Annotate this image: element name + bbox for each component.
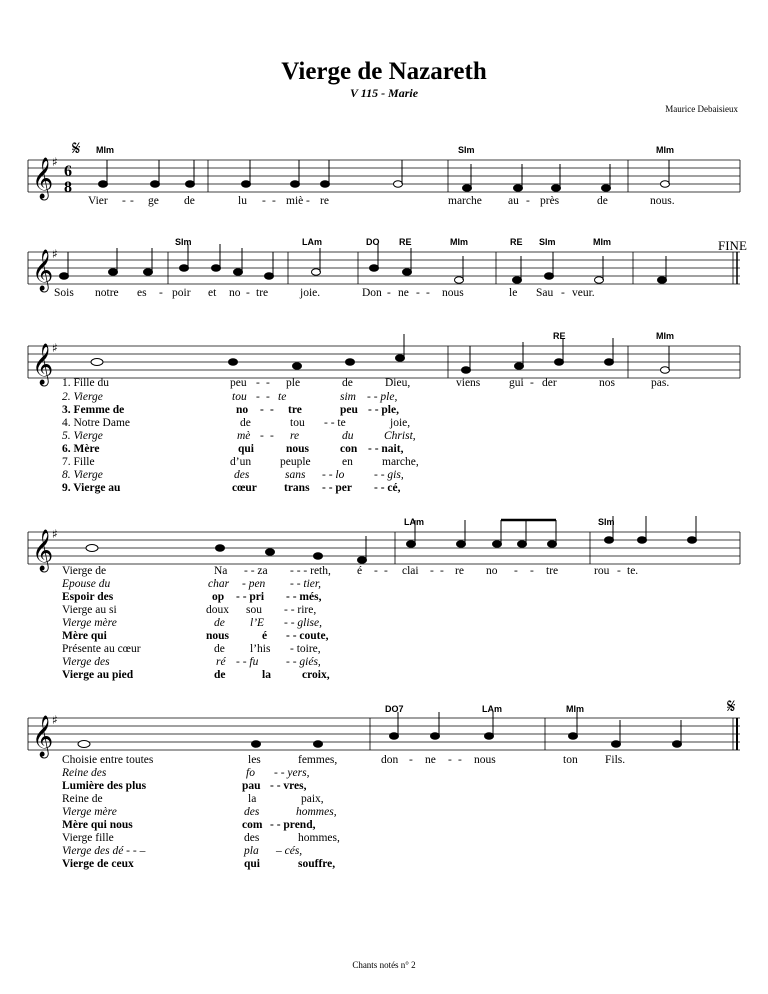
lyric: nous.: [650, 195, 675, 207]
verse-word: -: [270, 430, 274, 442]
staff-5: [28, 718, 740, 750]
page-footer: Chants notés n° 2: [352, 960, 416, 970]
lyric: don: [381, 754, 399, 766]
lyric: -: [122, 195, 126, 207]
lyric: -: [561, 287, 565, 299]
lyric: -: [430, 565, 434, 577]
verse-word: d’un: [230, 456, 252, 468]
verse-word: -: [266, 391, 270, 403]
lyric: clai: [402, 565, 419, 577]
verse-word: - - yers,: [274, 767, 310, 779]
verse-word: -: [266, 377, 270, 389]
chord: LAm: [404, 517, 424, 527]
verse-word: -: [256, 391, 260, 403]
verse-word: doux: [206, 604, 229, 616]
verse-word: - - coute,: [286, 630, 329, 642]
verse-word: no: [236, 404, 249, 416]
verse-word: nous: [206, 630, 230, 642]
chord: LAm: [482, 704, 502, 714]
verse-word: peu: [230, 377, 247, 389]
song-title: Vierge de Nazareth: [281, 58, 487, 85]
verse-word: te: [278, 391, 287, 403]
fine-marker: FINE: [718, 238, 747, 253]
chord: MIm: [450, 237, 468, 247]
verse-word: - - lo: [322, 469, 345, 481]
verse-lead: Vierge fille: [62, 832, 114, 844]
chord: RE: [399, 237, 412, 247]
sharp-4: ♯: [52, 527, 58, 541]
verse-lead: Vierge des: [62, 656, 110, 668]
verse-word: pla: [244, 845, 259, 857]
verse-word: -: [260, 430, 264, 442]
verse-5-lead: 5. Vierge: [62, 430, 103, 442]
lyric: -: [448, 754, 452, 766]
verse-word: femmes,: [298, 754, 338, 766]
lyric: nous: [474, 754, 496, 766]
verse-4-lead: 4. Notre Dame: [62, 417, 131, 429]
lyric: Don: [362, 287, 382, 299]
verse-word: la: [262, 669, 271, 681]
verse-word: con: [340, 443, 358, 455]
treble-clef-1: 𝄞: [32, 158, 54, 199]
staff-1: [28, 160, 740, 192]
lyric: -: [262, 195, 266, 207]
chord: SIm: [175, 237, 192, 247]
verse-word: qui: [244, 858, 260, 870]
chord: SIm: [539, 237, 556, 247]
lyric: lu: [238, 195, 247, 207]
verse-word: hommes,: [298, 832, 340, 844]
verse-9-lead: 9. Vierge au: [62, 482, 121, 494]
lyric: no: [486, 565, 498, 577]
verse-lead: Présente au cœur: [62, 643, 141, 655]
sharp-2: ♯: [52, 247, 58, 261]
verse-word: - - - reth,: [290, 565, 331, 577]
lyric: re: [455, 565, 464, 577]
verse-2-lead: 2. Vierge: [62, 391, 103, 403]
verse-word: des: [244, 806, 260, 818]
treble-clef-3: 𝄞: [32, 344, 54, 385]
verse-word: - - vres,: [270, 780, 307, 792]
verse-word: - - cé,: [374, 482, 401, 494]
verse-word: la: [248, 793, 257, 805]
lyric: au: [508, 195, 519, 207]
lyric: -: [159, 287, 163, 299]
verse-word: - - za: [244, 565, 268, 577]
verse-word: de: [240, 417, 251, 429]
lyric: -: [514, 565, 518, 577]
staff-2: [28, 252, 740, 284]
verse-word: - toire,: [290, 643, 321, 655]
chord: RE: [553, 331, 566, 341]
verse-word: l’his: [250, 643, 271, 655]
verse-word: ré: [216, 656, 226, 668]
lyric: Sau: [536, 287, 554, 299]
treble-clef-4: 𝄞: [32, 530, 54, 571]
verse-word: de: [214, 643, 225, 655]
lyric: -: [458, 754, 462, 766]
chord: LAm: [302, 237, 322, 247]
chord: MIm: [96, 145, 114, 155]
verse-word: trans: [284, 482, 310, 494]
lyric: viens: [456, 377, 481, 389]
verse-word: - - glise,: [284, 617, 323, 629]
verse-word: Dieu,: [385, 377, 411, 389]
verse-word: du: [342, 430, 354, 442]
verse-6-lead: 6. Mère: [62, 443, 100, 455]
lyric: de: [184, 195, 195, 207]
verse-word: croix,: [302, 669, 330, 681]
verse-word: tre: [288, 404, 302, 416]
sharp-3: ♯: [52, 341, 58, 355]
lyric: et: [208, 287, 217, 299]
verse-word: fo: [246, 767, 255, 779]
lyric: é: [357, 565, 363, 577]
verse-word: -: [270, 404, 274, 416]
treble-clef-2: 𝄞: [32, 250, 54, 291]
verse-word: - - rire,: [284, 604, 317, 616]
lyric: -: [384, 565, 388, 577]
verse-word: re: [290, 430, 300, 442]
lyric: tre: [546, 565, 559, 577]
lyric: -: [440, 565, 444, 577]
lyric: ton: [563, 754, 578, 766]
verse-word: Christ,: [384, 430, 416, 442]
verse-lead: Reine de: [62, 793, 103, 805]
verse-word: les: [248, 754, 261, 766]
lyric: notre: [95, 287, 119, 299]
lyric: -: [130, 195, 134, 207]
notes-staff-2: [60, 244, 667, 283]
verse-lead: Choisie entre toutes: [62, 754, 154, 766]
verse-word: ple: [286, 377, 301, 389]
verse-word: nous: [286, 443, 310, 455]
lyric: rou: [594, 565, 610, 577]
lyric: -: [426, 287, 430, 299]
treble-clef-5: 𝄞: [32, 716, 54, 757]
lyric: te.: [627, 565, 639, 577]
verse-word: - - gis,: [374, 469, 404, 481]
chord: DO7: [385, 704, 404, 714]
verse-word: l’E: [250, 617, 265, 629]
verse-word: sim: [340, 391, 356, 403]
chord: MIm: [593, 237, 611, 247]
verse-lead: Vierge de ceux: [62, 858, 134, 870]
chord: RE: [510, 237, 523, 247]
lyric: -: [416, 287, 420, 299]
lyric: de: [597, 195, 608, 207]
lyric: près: [540, 195, 560, 207]
verse-7-lead: 7. Fille: [62, 456, 95, 468]
verse-word: de: [214, 669, 226, 681]
verse-word: sou: [246, 604, 262, 616]
verse-lead: Reine des: [62, 767, 107, 779]
verse-word: - - més,: [286, 591, 322, 603]
verse-lead: Epouse du: [62, 578, 111, 590]
verse-lead: Vierge mère: [62, 617, 117, 629]
chord: SIm: [458, 145, 475, 155]
lyric: nous: [442, 287, 464, 299]
verse-8-lead: 8. Vierge: [62, 469, 103, 481]
chord: MIm: [566, 704, 584, 714]
verse-word: - - fu: [236, 656, 259, 668]
chord: DO: [366, 237, 380, 247]
lyric: tre: [256, 287, 269, 299]
verse-word: - - ple,: [367, 391, 398, 403]
lyric: Vier: [88, 195, 108, 207]
verse-word: cœur: [232, 482, 257, 494]
verse-word: -: [256, 377, 260, 389]
time-sig-top: 6: [64, 163, 72, 180]
verse-1-lead: 1. Fille du: [62, 377, 109, 389]
chord: MIm: [656, 145, 674, 155]
lyric: pas.: [651, 377, 670, 389]
lyric: ne: [398, 287, 409, 299]
verse-word: tou: [290, 417, 305, 429]
lyric: nos: [599, 377, 615, 389]
verse-word: en: [342, 456, 353, 468]
verse-word: mè: [237, 430, 251, 442]
segno-sign-start: 𝄋: [72, 138, 81, 160]
verse-word: - - ple,: [368, 404, 399, 416]
chord: SIm: [598, 517, 615, 527]
lyric: -: [530, 565, 534, 577]
lyric: Sois: [54, 287, 74, 299]
verse-word: - - per: [322, 482, 353, 494]
lyric: re: [320, 195, 329, 207]
verse-lead: Vierge mère: [62, 806, 117, 818]
verse-word: peu: [340, 404, 358, 416]
verse-word: - - pri: [236, 591, 265, 603]
verse-word: joie,: [390, 417, 411, 429]
sharp-5: ♯: [52, 713, 58, 727]
lyric: Fils.: [605, 754, 626, 766]
verse-lead: Vierge au si: [62, 604, 117, 616]
time-sig-bottom: 8: [64, 179, 72, 196]
lyric: veur.: [572, 287, 595, 299]
verse-lead: Vierge de: [62, 565, 107, 577]
verse-word: -: [260, 404, 264, 416]
verse-word: de: [214, 617, 225, 629]
lyric: ge: [148, 195, 159, 207]
verse-word: com: [242, 819, 263, 831]
lyric: -: [306, 195, 310, 207]
verse-word: - - te: [324, 417, 346, 429]
verse-word: paix,: [301, 793, 324, 805]
verse-word: souffre,: [298, 858, 336, 870]
lyric: poir: [172, 287, 191, 299]
staff-3: [28, 346, 740, 378]
song-subtitle: V 115 - Marie: [349, 86, 419, 100]
verse-word: des: [244, 832, 260, 844]
lyric: -: [387, 287, 391, 299]
verse-word: tou: [232, 391, 247, 403]
verse-word: - - prend,: [270, 819, 316, 831]
lyric: -: [526, 195, 530, 207]
lyric: le: [509, 287, 518, 299]
verse-word: de: [342, 377, 353, 389]
lyric: -: [272, 195, 276, 207]
lyric: der: [542, 377, 557, 389]
lyric: -: [374, 565, 378, 577]
verse-lead: Vierge des dé - - –: [62, 845, 146, 857]
staff-4: [28, 532, 740, 564]
chord: MIm: [656, 331, 674, 341]
verse-word: hommes,: [296, 806, 337, 818]
verse-lead: Mère qui: [62, 630, 107, 642]
lyric: -: [530, 377, 534, 389]
verse-word: pau: [242, 780, 261, 792]
verse-word: char: [208, 578, 230, 590]
verse-word: marche,: [382, 456, 419, 468]
verse-word: - - giés,: [286, 656, 321, 668]
verse-word: op: [212, 591, 225, 603]
lyric: ne: [425, 754, 436, 766]
verse-word: é: [262, 630, 268, 642]
verse-lead: Vierge au pied: [62, 669, 134, 681]
verse-word: – cés,: [276, 845, 303, 857]
verse-lead: Espoir des: [62, 591, 114, 603]
verse-word: qui: [238, 443, 254, 455]
lyric: -: [617, 565, 621, 577]
lyric: no: [229, 287, 241, 299]
verse-3-lead: 3. Femme de: [62, 404, 125, 416]
lyric: -: [246, 287, 250, 299]
segno-sign-end: 𝄋: [727, 696, 736, 718]
verse-word: - - tier,: [290, 578, 321, 590]
lyric: joie.: [300, 287, 321, 299]
verse-word: peuple: [280, 456, 311, 468]
verse-lead: Lumière des plus: [62, 780, 147, 792]
verse-word: - pen: [242, 578, 266, 590]
lyric: -: [409, 754, 413, 766]
lyric: miè: [286, 195, 304, 207]
verse-word: des: [234, 469, 250, 481]
composer-name: Maurice Debaisieux: [665, 104, 738, 114]
verse-word: Na: [214, 565, 228, 577]
lyric: gui: [509, 377, 524, 389]
verse-word: - - nait,: [368, 443, 404, 455]
sharp-1: ♯: [52, 155, 58, 169]
verse-word: sans: [285, 469, 306, 481]
lyric: es: [137, 287, 147, 299]
verse-lead: Mère qui nous: [62, 819, 133, 831]
lyric: marche: [448, 195, 482, 207]
